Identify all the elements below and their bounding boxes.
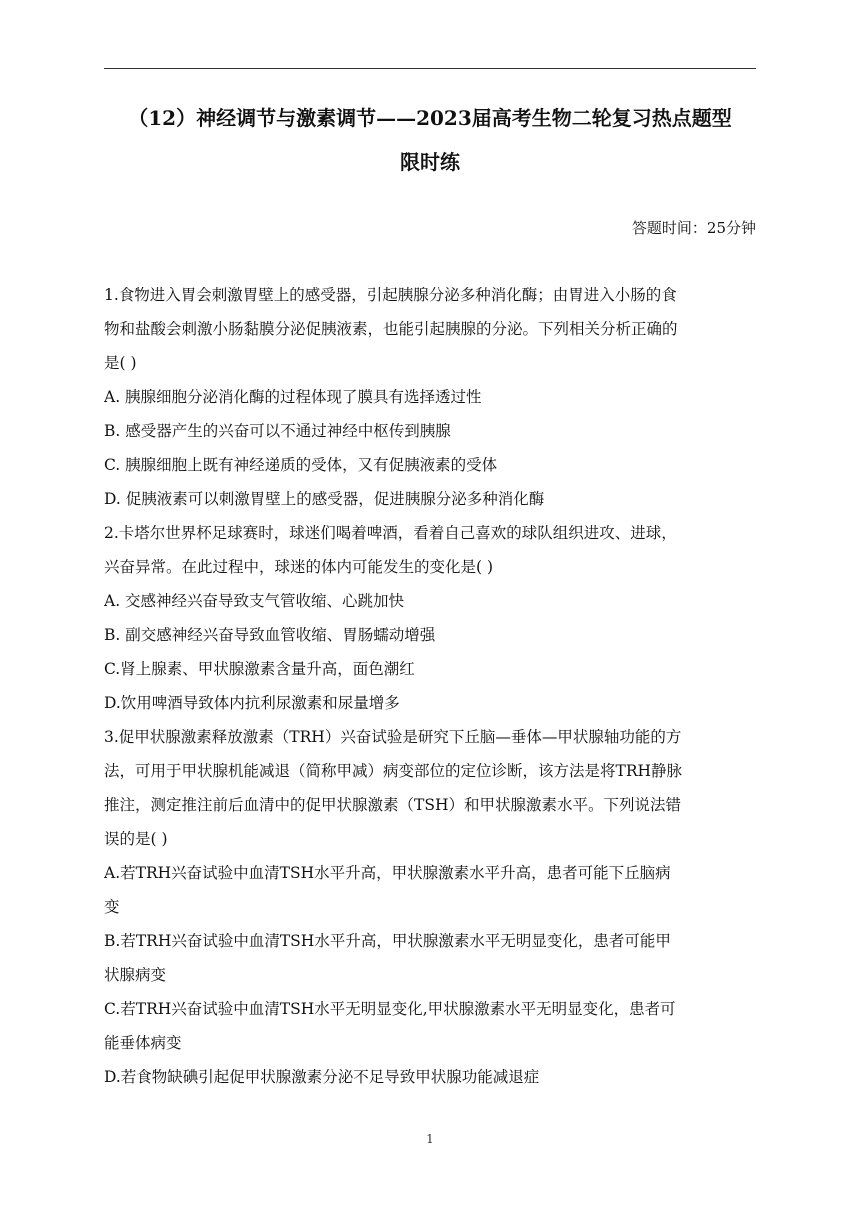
question-3 bbox=[104, 724, 756, 1098]
option-c: C.若TRH兴奋试验中血清TSH水平无明显变化,甲状腺激素水平无明显变化，患者可 bbox=[104, 1000, 676, 1018]
title-line-1: （12）神经调节与激素调节——2023届高考生物二轮复习热点题型 bbox=[128, 106, 732, 130]
question-stem-line: 3.促甲状腺激素释放激素（TRH）兴奋试验是研究下丘脑—垂体—甲状腺轴功能的方 bbox=[104, 728, 682, 746]
question-stem-line: 物和盐酸会刺激小肠黏膜分泌促胰液素，也能引起胰腺的分泌。下列相关分析正确的 bbox=[104, 320, 678, 338]
option-a-continued: 变 bbox=[104, 898, 120, 916]
title-line-2: 限时练 bbox=[400, 150, 460, 174]
option-b-continued: 状腺病变 bbox=[104, 966, 167, 984]
question-stem-line: 2.卡塔尔世界杯足球赛时，球迷们喝着啤酒，看着自己喜欢的球队组织进攻、进球， bbox=[104, 524, 677, 542]
option-d: D. 促胰液素可以刺激胃壁上的感受器，促进胰腺分泌多种消化酶 bbox=[104, 490, 545, 508]
option-b: B.若TRH兴奋试验中血清TSH水平升高，甲状腺激素水平无明显变化，患者可能甲 bbox=[104, 932, 671, 950]
question-stem-line: 1.食物进入胃会刺激胃壁上的感受器，引起胰腺分泌多种消化酶；由胃进入小肠的食 bbox=[104, 286, 677, 304]
page-number: 1 bbox=[426, 1132, 434, 1146]
answer-time-note: 答题时间：25分钟 bbox=[631, 219, 756, 237]
option-d: D.若食物缺碘引起促甲状腺激素分泌不足导致甲状腺功能减退症 bbox=[104, 1068, 540, 1086]
option-a: A.若TRH兴奋试验中血清TSH水平升高，甲状腺激素水平升高，患者可能下丘脑病 bbox=[104, 864, 671, 882]
question-1 bbox=[104, 282, 756, 520]
option-c: C.肾上腺素、甲状腺激素含量升高，面色潮红 bbox=[104, 660, 415, 678]
questions-body bbox=[104, 282, 756, 1098]
document-title bbox=[104, 96, 756, 184]
question-2 bbox=[104, 520, 756, 724]
question-stem-line: 是( ) bbox=[104, 354, 137, 372]
question-stem-line: 兴奋异常。在此过程中，球迷的体内可能发生的变化是( ) bbox=[104, 558, 494, 576]
option-b: B. 副交感神经兴奋导致血管收缩、胃肠蠕动增强 bbox=[104, 626, 436, 644]
header-rule bbox=[104, 68, 756, 69]
option-b: B. 感受器产生的兴奋可以不通过神经中枢传到胰腺 bbox=[104, 422, 451, 440]
option-d: D.饮用啤酒导致体内抗利尿激素和尿量增多 bbox=[104, 694, 400, 712]
question-stem-line: 推注，测定推注前后血清中的促甲状腺激素（TSH）和甲状腺激素水平。下列说法错 bbox=[104, 796, 681, 814]
question-stem-line: 误的是( ) bbox=[104, 830, 168, 848]
question-stem-line: 法，可用于甲状腺机能减退（简称甲减）病变部位的定位诊断，该方法是将TRH静脉 bbox=[104, 762, 683, 780]
option-c: C. 胰腺细胞上既有神经递质的受体，又有促胰液素的受体 bbox=[104, 456, 498, 474]
option-c-continued: 能垂体病变 bbox=[104, 1034, 182, 1052]
option-a: A. 交感神经兴奋导致支气管收缩、心跳加快 bbox=[104, 592, 405, 610]
option-a: A. 胰腺细胞分泌消化酶的过程体现了膜具有选择透过性 bbox=[104, 388, 482, 406]
